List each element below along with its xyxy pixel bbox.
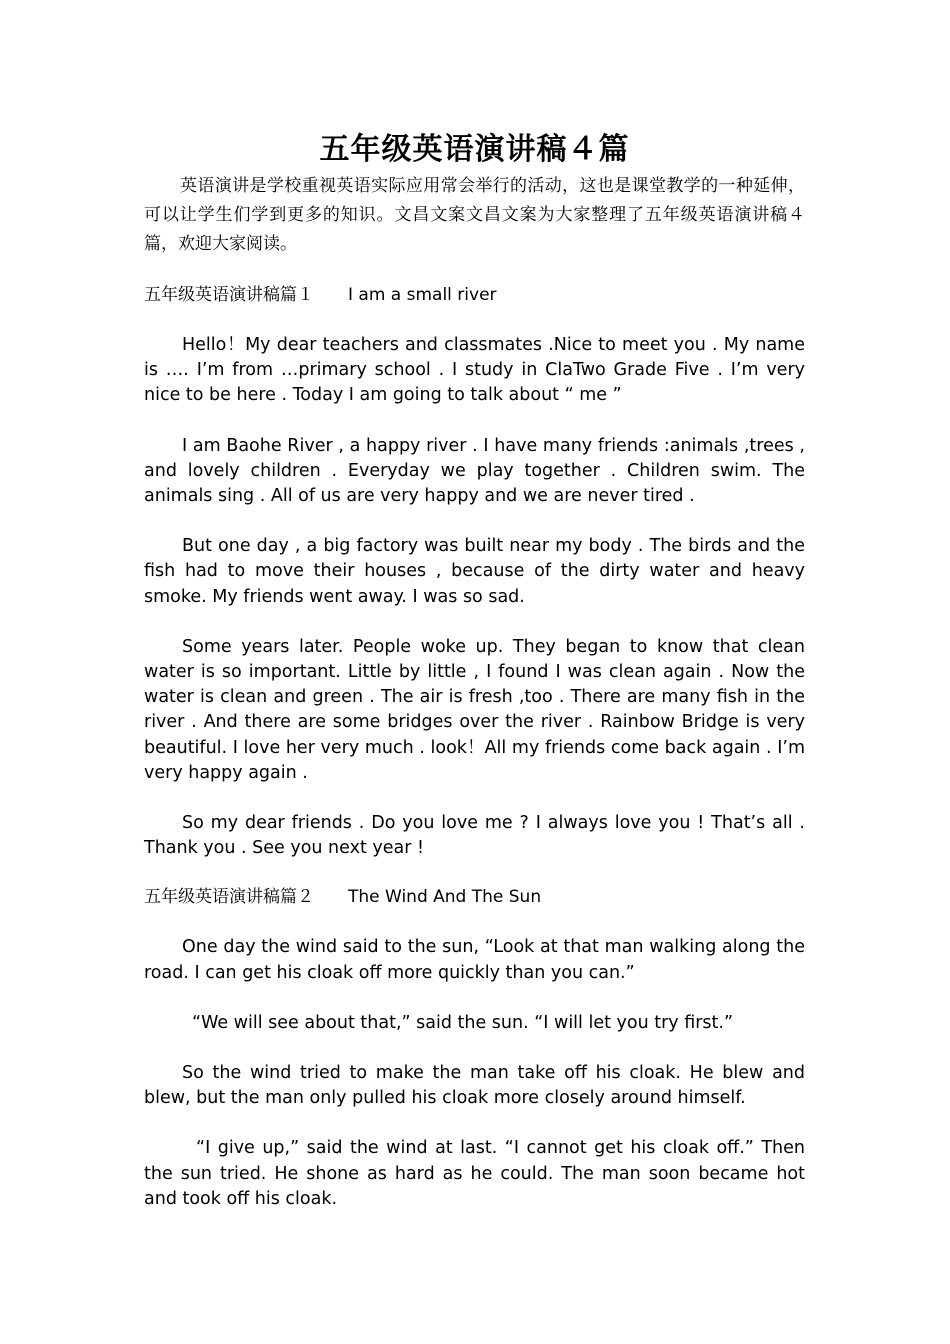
- body-paragraph: So the wind tried to make the man take off his cloak. He blew and blew, but the man only pulled his cloak more closely around himself.: [144, 1063, 805, 1109]
- body-paragraph: “I give up,” said the wind at last. “I cannot get his cloak off.” Then the sun tried. He shone as hard as he could. The man soon became hot and took off his cloak.: [144, 1138, 805, 1209]
- body-paragraph: I am Baohe River , a happy river . I have many friends :animals ,trees , and lovely children . Everyday we play together . Children swim. The animals sing . All of us are very happy and we are never tired .: [144, 435, 805, 507]
- document-page: [144, 128, 805, 1212]
- intro-paragraph: 英语演讲是学校重视英语实际应用常会举行的活动，这也是课堂教学的一种延伸，可以让学生们学到更多的知识。文昌文案文昌文案为大家整理了五年级英语演讲稿４篇，欢迎大家阅读。: [144, 176, 805, 254]
- body-paragraph: So my dear friends . Do you love me ? I always love you ! That’s all . Thank you . See you next year !: [144, 813, 805, 859]
- section-heading-1: [144, 283, 805, 308]
- body-paragraph: One day the wind said to the sun, “Look at that man walking along the road. I can get his cloak off more quickly than you can.”: [144, 937, 805, 983]
- body-paragraph: Some years later. People woke up. They began to know that clean water is so important. Little by little , I found I was clean again . Now the water is clean and green . The air is fresh ,too . There are many fish in the river . And there are some bridges over the river . Rainbow Bridge is very beautiful. I love her very much . look！All my friends come back again . I’m very happy again .: [144, 636, 805, 783]
- body-paragraph: But one day , a big factory was built near my body . The birds and the fish had to move their houses , because of the dirty water and heavy smoke. My friends went away. I was so sad.: [144, 536, 805, 607]
- section-subtitle-1: I am a small river: [348, 285, 497, 305]
- section-label-2: 五年级英语演讲稿篇２: [144, 887, 314, 908]
- section-subtitle-2: The Wind And The Sun: [348, 887, 542, 908]
- section-heading-2: [144, 885, 805, 910]
- body-paragraph: Hello！My dear teachers and classmates .Nice to meet you . My name is …. I’m from …primary school . I study in ClaTwo Grade Five . I’m very nice to be here . Today I am going to talk about “ me ”: [144, 335, 805, 406]
- body-paragraph: “We will see about that,” said the sun. “I will let you try first.”: [192, 1012, 734, 1033]
- section-label-1: 五年级英语演讲稿篇１: [144, 285, 314, 305]
- page-title: 五年级英语演讲稿４篇: [319, 132, 630, 167]
